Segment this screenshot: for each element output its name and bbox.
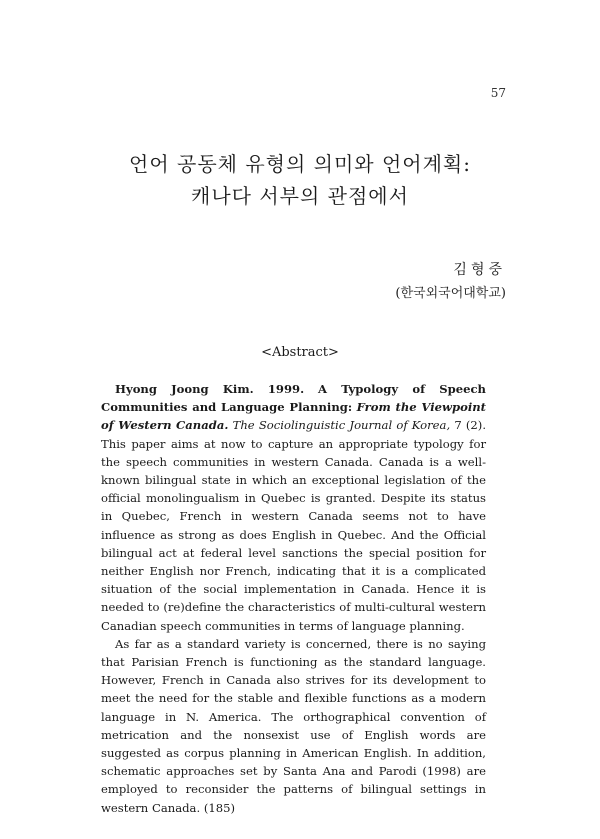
citation-journal: The Sociolinguistic Journal of Korea, [232, 418, 451, 433]
abstract-paragraph-1 [101, 380, 486, 635]
citation-paper-title: A Typology of Speech Communities and Language Planning: [101, 382, 486, 415]
abstract-paragraph-2: As far as a standard variety is concerned, there is no saying that Parisian French is functioning as the standard language. However, French in Canada also strives for its development to meet the need for the stable and flexible functions as a modern language in N. America. The orthographical convention of metrication and the nonsexist use of English words are suggested as corpus planning in American English. In addition, schematic approaches set by Santa Ana and Parodi (1998) are employed to reconsider the patterns of bilingual settings in western Canada. (185) [101, 636, 486, 815]
author-name: 김형중 [453, 262, 506, 278]
abstract-body [101, 380, 486, 817]
title-line-2: 캐나다 서부의 관점에서 [191, 184, 409, 208]
author-affiliation: (한국외국어대학교) [395, 286, 506, 301]
author-block [395, 258, 506, 306]
citation-paper-subtitle: From the Viewpoint of Western Canada. [101, 400, 487, 433]
abstract-heading: <Abstract> [261, 345, 339, 360]
citation-volume: 7 (2). [454, 418, 487, 433]
title-line-1: 언어 공동체 유형의 의미와 언어계획: [129, 152, 471, 176]
abstract-paragraph-1-text: This paper aims at now to capture an appropriate typology for the speech communities in western Canada. Canada is a well-known bilingual state in which an exceptional legislation of the official monolingualism in Quebec is granted. Despite its status in Quebec, French in western Canada seems not to have influence as strong as does English in Quebec. And the Official bilingual act at federal level sanctions the special position for neither English nor French, indicating that it is a complicated situation of the social implementation in Canada. Hence it is needed to (re)define the characteristics of multi-cultural western Canadian speech communities in terms of language planning. [101, 436, 486, 633]
citation-authors: Hyong Joong Kim. 1999. [115, 382, 305, 396]
paper-title [0, 148, 600, 212]
page-number: 57 [490, 86, 506, 100]
